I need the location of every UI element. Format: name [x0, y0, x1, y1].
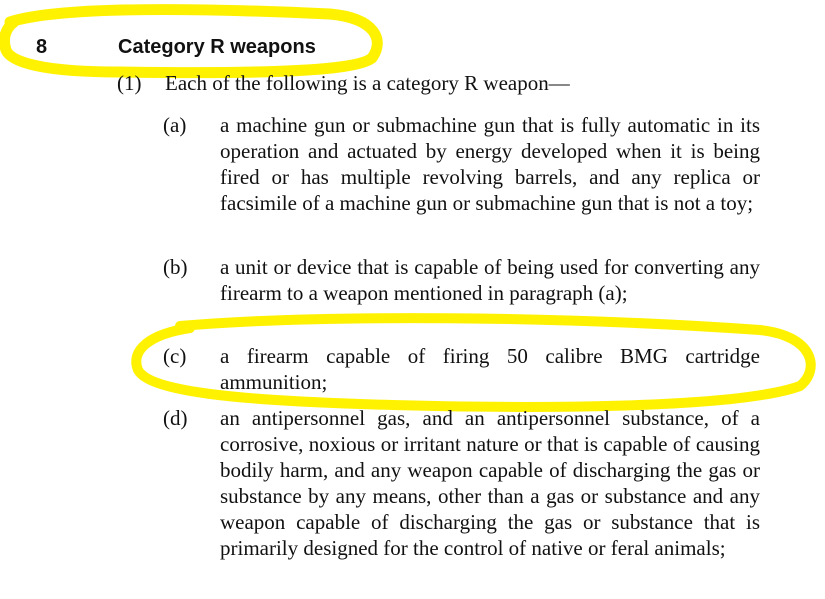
- section-number: 8: [36, 36, 48, 58]
- paragraph-text: a unit or device that is capable of being used for converting any firearm to a weapon mentioned in paragraph (a);: [220, 255, 760, 305]
- paragraph-text: an antipersonnel gas, and an antipersonnel substance, of a corrosive, noxious or irritant nature or that is capable of causing bodily harm, and any weapon capable of discharging the gas or substance by any means, other than a gas or substance and any weapon capable of discharging the gas or substance that is primarily designed for the control of native or feral animals;: [220, 406, 760, 560]
- paragraph-d: [163, 405, 760, 561]
- paragraph-label: (c): [163, 344, 187, 368]
- paragraph-label: (b): [163, 255, 188, 279]
- paragraph-a: [163, 112, 760, 216]
- paragraph-label: (d): [163, 406, 188, 430]
- subsection-number: (1): [117, 71, 142, 95]
- paragraph-text: a machine gun or submachine gun that is fully automatic in its operation and actuated by energy developed when it is being fired or has multiple revolving barrels, and any replica or facsimile of a machine gun or submachine gun that is not a toy;: [220, 113, 760, 215]
- paragraph-text: a firearm capable of firing 50 calibre BMG cartridge ammunition;: [220, 344, 760, 394]
- paragraph-label: (a): [163, 113, 187, 137]
- paragraph-c: [163, 343, 760, 395]
- paragraph-b: [163, 254, 760, 306]
- subsection-text: Each of the following is a category R weapon—: [165, 71, 570, 95]
- section-title: Category R weapons: [118, 36, 316, 58]
